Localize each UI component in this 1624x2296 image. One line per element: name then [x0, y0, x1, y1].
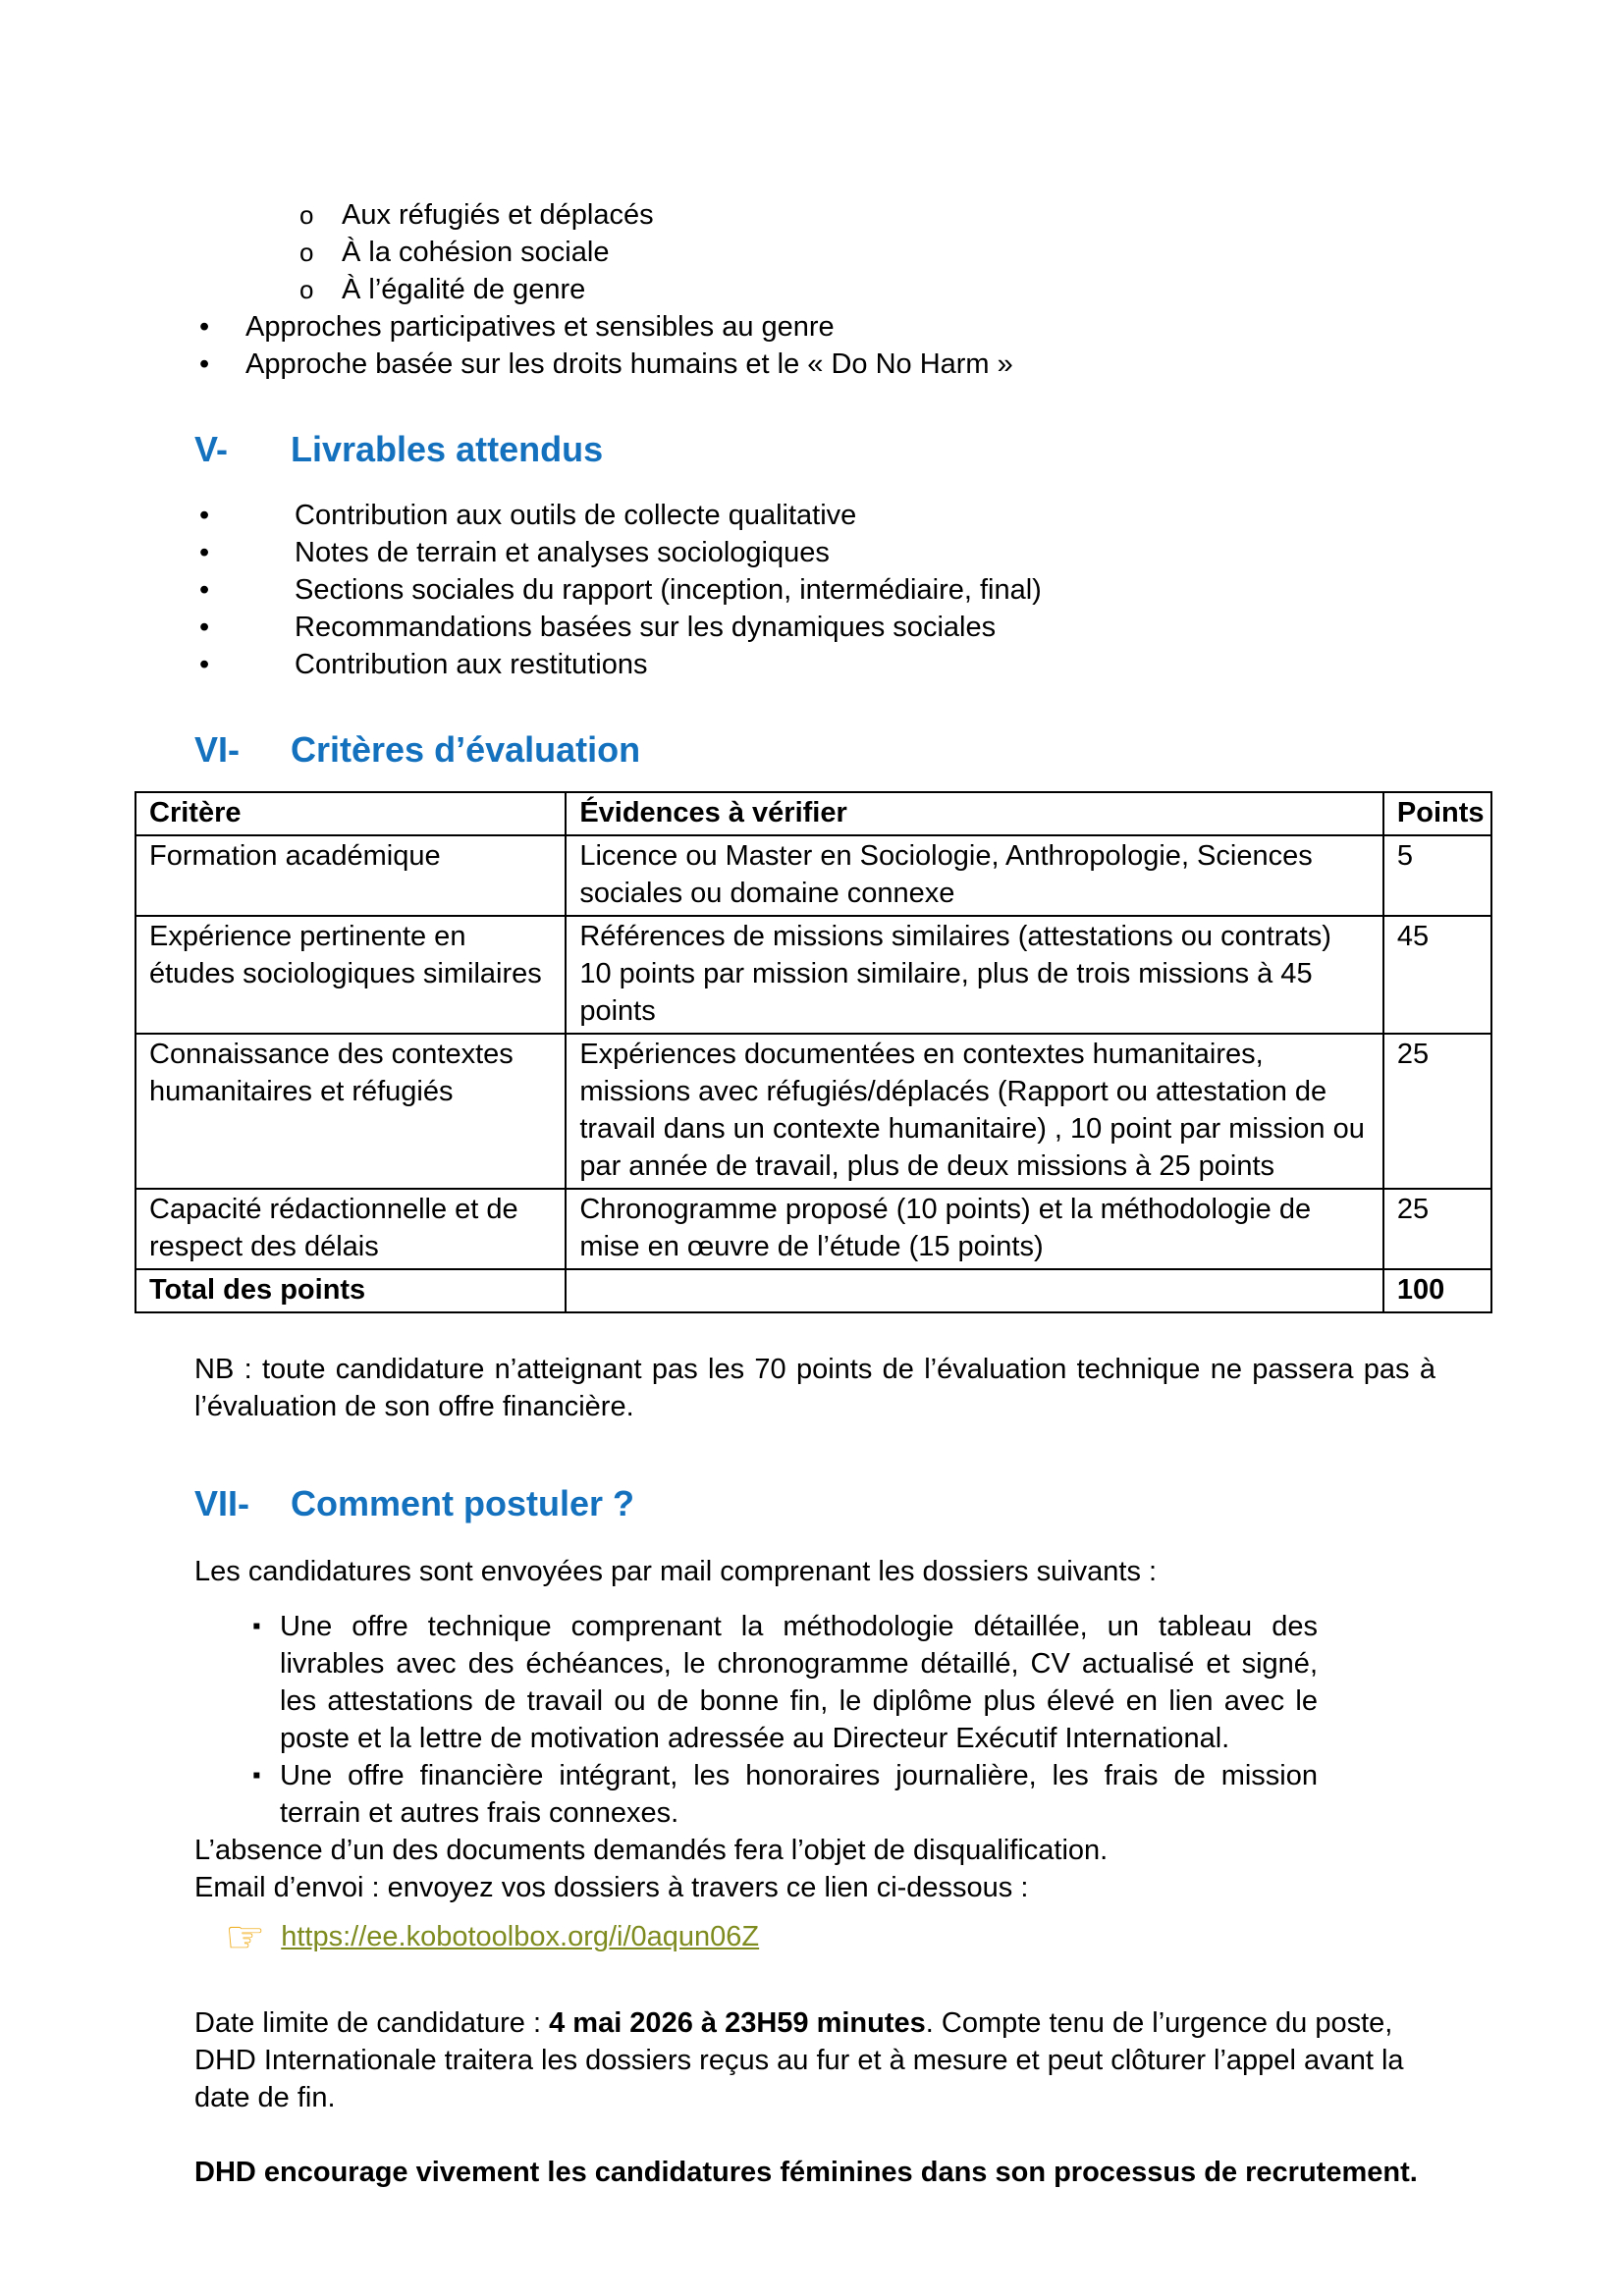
deadline-suffix: . Compte tenu de l’urgence du poste, DHD Internationale traitera les dossiers reçus au fur et à mesure et peut clôturer l’appel avant la date de fin. — [194, 2007, 1404, 2113]
closing-statement: DHD encourage vivement les candidatures féminines dans son processus de recrutement. — [194, 2157, 1418, 2188]
list-item — [199, 609, 1492, 646]
list-item-text: À l’égalité de genre — [342, 274, 586, 305]
cell-evidence: Références de missions similaires (attestations ou contrats) 10 points par mission similaire, plus de trois missions à 45 points — [566, 916, 1383, 1034]
email-instruction: Email d’envoi : envoyez vos dossiers à travers ce lien ci-dessous : — [194, 1872, 1029, 1903]
cell-evidence: Chronogramme proposé (10 points) et la méthodologie de mise en œuvre de l’étude (15 points) — [566, 1189, 1383, 1269]
section-number: VI- — [194, 729, 241, 770]
list-item — [199, 534, 1492, 571]
table-header-row — [135, 792, 1491, 835]
cell-evidence: Expériences documentées en contextes humanitaires, missions avec réfugiés/déplacés (Rapport ou attestation de travail dans un contexte humanitaire) , 10 point par mission ou par année de travail, plus de deux missions à 25 points — [566, 1034, 1383, 1189]
circle-bullet-icon: o — [299, 238, 314, 267]
application-documents-list — [135, 1608, 1492, 1832]
list-item — [199, 646, 1492, 683]
section-title: Livrables attendus — [291, 429, 604, 469]
cell-points: 25 — [1383, 1034, 1491, 1189]
square-bullet-icon: ▪ — [252, 1762, 261, 1789]
section-number: VII- — [194, 1483, 250, 1523]
circle-bullet-icon: o — [299, 275, 314, 304]
table-row — [135, 835, 1491, 916]
column-header-points: Points — [1383, 792, 1491, 835]
cell-critere: Expérience pertinente en études sociologiques similaires — [135, 916, 566, 1034]
list-item — [199, 571, 1492, 609]
column-header-critere: Critère — [135, 792, 566, 835]
dot-bullet-icon: • — [199, 348, 210, 380]
section-heading-v — [194, 428, 1492, 471]
list-item-text: Contribution aux outils de collecte qualitative — [295, 500, 857, 531]
table-row — [135, 1189, 1491, 1269]
cell-critere: Formation académique — [135, 835, 566, 916]
section-title: Critères d’évaluation — [291, 729, 641, 770]
list-item — [199, 346, 1492, 383]
kobotoolbox-application-link[interactable]: https://ee.kobotoolbox.org/i/0aqun06Z — [281, 1921, 760, 1952]
disqualification-note: L’absence d’un des documents demandés fera l’objet de disqualification. — [194, 1835, 1109, 1866]
table-total-row — [135, 1269, 1491, 1312]
cell-critere: Connaissance des contextes humanitaires et réfugiés — [135, 1034, 566, 1189]
deadline-prefix: Date limite de candidature : — [194, 2007, 550, 2039]
cell-critere: Capacité rédactionnelle et de respect des délais — [135, 1189, 566, 1269]
dot-bullet-icon: • — [199, 537, 210, 568]
list-item-text: Approches participatives et sensibles au genre — [245, 311, 835, 343]
square-bullet-icon: ▪ — [252, 1613, 261, 1639]
section-title: Comment postuler ? — [291, 1483, 635, 1523]
list-item — [199, 497, 1492, 534]
list-item-text: Une offre technique comprenant la méthodologie détaillée, un tableau des livrables avec des échéances, le chronogramme détaillé, CV actualisé et signé, les attestations de travail ou de bonne fin, le diplôme plus élevé en lien avec le poste et la lettre de motivation adressée au Directeur Exécutif International. — [280, 1611, 1318, 1754]
deliverables-list — [135, 497, 1492, 683]
cell-points: 25 — [1383, 1189, 1491, 1269]
table-row — [135, 1034, 1491, 1189]
deadline-date: 4 mai 2026 à 23H59 minutes — [549, 2007, 926, 2039]
circle-bullet-icon: o — [299, 200, 314, 230]
cell-total-points: 100 — [1383, 1269, 1491, 1312]
table-row — [135, 916, 1491, 1034]
list-item — [299, 234, 1492, 271]
section-number: V- — [194, 429, 229, 469]
cell-points: 5 — [1383, 835, 1491, 916]
list-item-text: Contribution aux restitutions — [295, 649, 648, 680]
list-item-text: Recommandations basées sur les dynamiques sociales — [295, 612, 997, 643]
dot-bullet-icon: • — [199, 500, 210, 531]
list-item-text: Aux réfugiés et déplacés — [342, 199, 654, 231]
dot-bullet-icon: • — [199, 311, 210, 343]
list-item — [252, 1757, 1492, 1832]
list-item-text: Sections sociales du rapport (inception, intermédiaire, final) — [295, 574, 1042, 606]
list-item — [299, 196, 1492, 234]
section-heading-vii — [194, 1482, 1492, 1525]
list-item — [299, 271, 1492, 308]
nb-note: NB : toute candidature n’atteignant pas les 70 points de l’évaluation technique ne passera pas à l’évaluation de son offre financière. — [194, 1354, 1435, 1422]
pointing-finger-icon: ☞ — [225, 1911, 266, 1962]
dot-bullet-icon: • — [199, 649, 210, 680]
cell-evidence: Licence ou Master en Sociologie, Anthropologie, Sciences sociales ou domaine connexe — [566, 835, 1383, 916]
deadline-paragraph — [194, 2004, 1435, 2116]
dot-bullet-icon: • — [199, 574, 210, 606]
application-link-line — [225, 1911, 1492, 1962]
list-item-text: Notes de terrain et analyses sociologiques — [295, 537, 830, 568]
cell-points: 45 — [1383, 916, 1491, 1034]
column-header-evidences: Évidences à vérifier — [566, 792, 1383, 835]
dot-bullet-icon: • — [199, 612, 210, 643]
list-item-text: Une offre financière intégrant, les honoraires journalière, les frais de mission terrain et autres frais connexes. — [280, 1760, 1318, 1829]
section-heading-vi — [194, 728, 1492, 772]
cell-total-label: Total des points — [135, 1269, 566, 1312]
list-item — [199, 308, 1492, 346]
list-item-text: Approche basée sur les droits humains et le « Do No Harm » — [245, 348, 1013, 380]
list-item — [252, 1608, 1492, 1757]
cell-empty — [566, 1269, 1383, 1312]
apply-intro: Les candidatures sont envoyées par mail comprenant les dossiers suivants : — [194, 1556, 1158, 1587]
evaluation-criteria-table — [135, 791, 1492, 1313]
list-item-text: À la cohésion sociale — [342, 237, 610, 268]
intro-sub-bullet-list — [135, 196, 1492, 383]
